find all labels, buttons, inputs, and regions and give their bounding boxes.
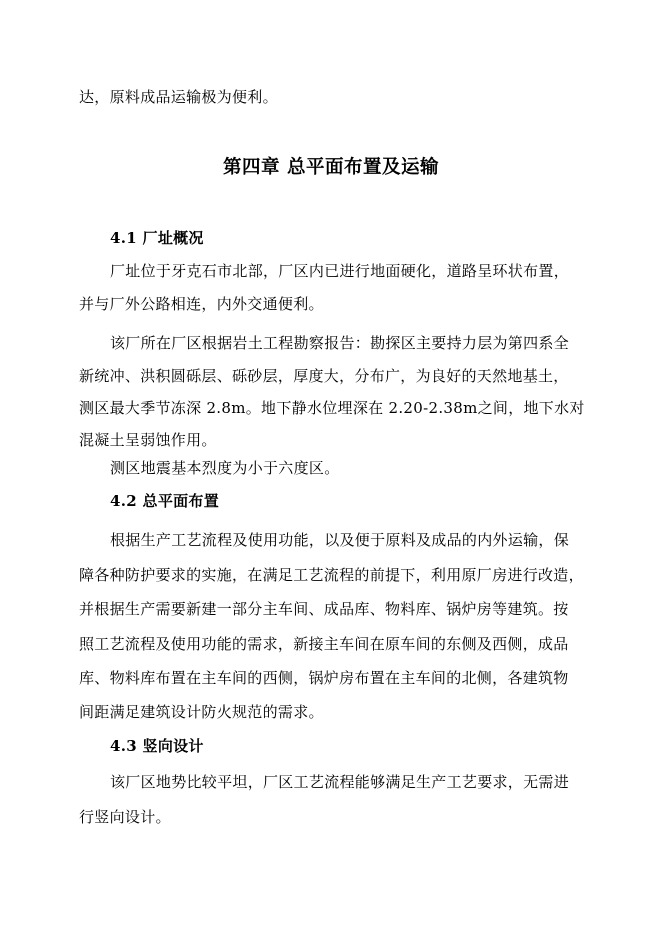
paragraph-line: 测区最大季节冻深 2.8m。地下静水位埋深在 2.20-2.38m之间，地下水对 xyxy=(79,399,585,417)
paragraph-line: 该厂所在厂区根据岩土工程勘察报告：勘探区主要持力层为第四系全 xyxy=(110,334,570,352)
paragraph-line: 厂址位于牙克石市北部，厂区内已进行地面硬化，道路呈环状布置， xyxy=(110,262,570,280)
paragraph-line: 障各种防护要求的实施，在满足工艺流程的前提下，利用原厂房进行改造， xyxy=(79,566,584,584)
paragraph-line: 混凝土呈弱蚀作用。 xyxy=(79,431,217,449)
paragraph-line: 该厂区地势比较平坦，厂区工艺流程能够满足生产工艺要求，无需进 xyxy=(110,773,570,791)
paragraph-line: 照工艺流程及使用功能的需求，新接主车间在原车间的东侧及西侧，成品 xyxy=(79,635,569,653)
section-heading-4-3: 4.3 竖向设计 xyxy=(110,737,204,755)
intro-line: 达，原料成品运输极为便利。 xyxy=(79,88,278,106)
paragraph-line: 并根据生产需要新建一部分主车间、成品库、物料库、锅炉房等建筑。按 xyxy=(79,600,569,618)
paragraph-line: 新统冲、洪积圆砾层、砾砂层，厚度大，分布广，为良好的天然地基土， xyxy=(79,367,569,385)
paragraph-line: 库、物料库布置在主车间的西侧，锅炉房布置在主车间的北侧，各建筑物 xyxy=(79,669,569,687)
chapter-title: 第四章 总平面布置及运输 xyxy=(223,157,439,178)
paragraph-line: 间距满足建筑设计防火规范的需求。 xyxy=(79,703,324,721)
paragraph-line: 根据生产工艺流程及使用功能，以及便于原料及成品的内外运输，保 xyxy=(110,531,570,549)
section-heading-4-1: 4.1 厂址概况 xyxy=(110,229,204,247)
section-heading-4-2: 4.2 总平面布置 xyxy=(110,492,220,510)
paragraph-line: 测区地震基本烈度为小于六度区。 xyxy=(110,459,340,477)
paragraph-line: 行竖向设计。 xyxy=(79,808,171,826)
paragraph-line: 并与厂外公路相连，内外交通便利。 xyxy=(79,295,324,313)
